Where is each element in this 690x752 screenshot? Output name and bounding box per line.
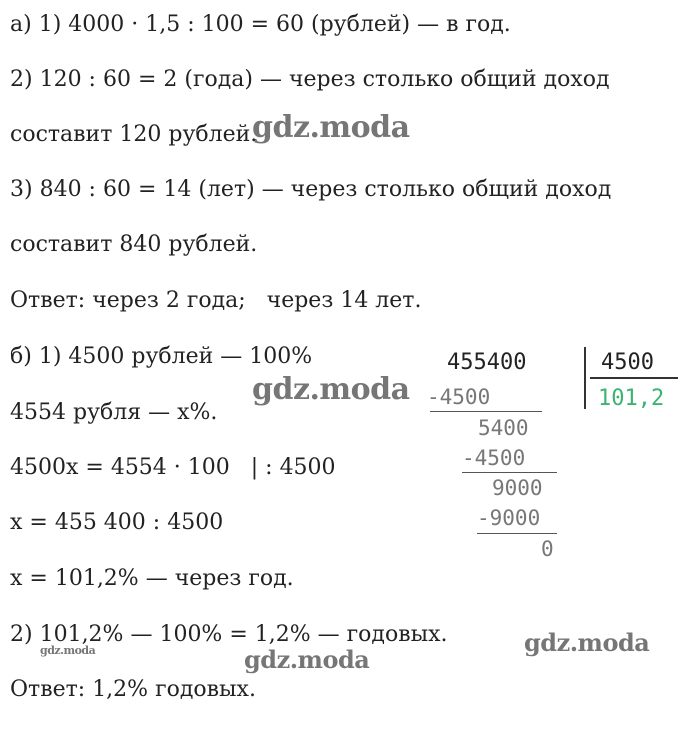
division-horizontal-bar bbox=[590, 377, 678, 379]
division-step-3: -4500 bbox=[462, 446, 526, 470]
watermark-3: gdz.moda bbox=[524, 628, 650, 657]
division-step-1: -4500 bbox=[427, 385, 491, 409]
division-rule-1 bbox=[430, 411, 542, 412]
divisor: 4500 bbox=[601, 350, 654, 375]
watermark-1: gdz.moda bbox=[252, 110, 410, 145]
answer-b: Ответ: 1,2% годовых. bbox=[10, 677, 256, 702]
line-b2: 2) 101,2% — 100% = 1,2% — годовых. bbox=[10, 622, 448, 647]
line-a3-cont: составит 840 рублей. bbox=[10, 232, 258, 257]
division-step-5: -9000 bbox=[477, 506, 541, 530]
quotient: 101,2 bbox=[598, 386, 665, 411]
watermark-4: gdz.moda bbox=[244, 645, 370, 674]
watermark-small: gdz.moda bbox=[40, 644, 96, 657]
division-step-4: 9000 bbox=[492, 476, 543, 500]
line-a2-cont: составит 120 рублей. bbox=[10, 122, 258, 147]
line-b-x-result: x = 101,2% — через год. bbox=[10, 566, 294, 591]
dividend: 455400 bbox=[447, 350, 527, 375]
line-b-x-expr: x = 455 400 : 4500 bbox=[10, 510, 224, 535]
division-rule-2 bbox=[462, 472, 557, 473]
line-b1: б) 1) 4500 рублей — 100% bbox=[10, 344, 313, 369]
division-vertical-bar bbox=[584, 347, 586, 409]
division-rule-3 bbox=[477, 533, 557, 534]
line-b-equation: 4500x = 4554 · 100 | : 4500 bbox=[10, 455, 336, 480]
division-step-2: 5400 bbox=[478, 416, 529, 440]
watermark-2: gdz.moda bbox=[252, 372, 410, 407]
line-b1-prop: 4554 рубля — x%. bbox=[10, 400, 218, 425]
line-a1: а) 1) 4000 · 1,5 : 100 = 60 (рублей) — в год. bbox=[10, 12, 511, 37]
division-step-6: 0 bbox=[541, 537, 554, 561]
answer-a: Ответ: через 2 года; через 14 лет. bbox=[10, 288, 422, 313]
line-a2: 2) 120 : 60 = 2 (года) — через столько общий доход bbox=[10, 67, 610, 92]
line-a3: 3) 840 : 60 = 14 (лет) — через столько общий доход bbox=[10, 177, 612, 202]
